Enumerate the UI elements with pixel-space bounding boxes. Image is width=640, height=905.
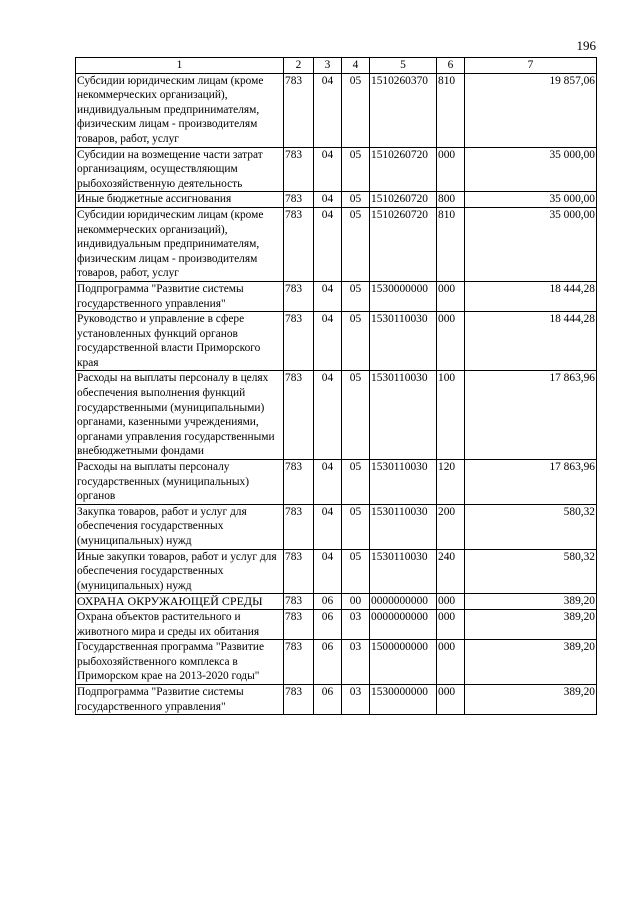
- row-sum: 389,20: [465, 609, 597, 639]
- table-row: [76, 371, 597, 460]
- row-name: ОХРАНА ОКРУЖАЮЩЕЙ СРЕДЫ: [76, 594, 284, 610]
- row-ministry-code: 783: [284, 207, 314, 281]
- row-target-code: 1500000000: [370, 640, 437, 685]
- row-name: Государственная программа "Развитие рыбохозяйственного комплекса в Приморском крае на 2013-2020 годы": [76, 640, 284, 685]
- row-target-code: 1530110030: [370, 504, 437, 549]
- row-subsection-code: 05: [342, 371, 370, 460]
- row-ministry-code: 783: [284, 147, 314, 192]
- row-expense-type: 000: [437, 640, 465, 685]
- row-name: Субсидии на возмещение части затрат организациям, осуществляющим рыбохозяйственную деятельность: [76, 147, 284, 192]
- row-name: Субсидии юридическим лицам (кроме некоммерческих организаций), индивидуальным предпринимателям, физическим лицам - производителям товаров, работ, услуг: [76, 207, 284, 281]
- row-subsection-code: 05: [342, 312, 370, 371]
- row-subsection-code: 05: [342, 73, 370, 147]
- row-ministry-code: 783: [284, 192, 314, 208]
- row-sum: 18 444,28: [465, 312, 597, 371]
- row-name: Руководство и управление в сфере установленных функций органов государственной власти Приморского края: [76, 312, 284, 371]
- row-subsection-code: 03: [342, 640, 370, 685]
- row-ministry-code: 783: [284, 640, 314, 685]
- table-header-row: [76, 58, 597, 74]
- header-cell-name: 1: [76, 58, 284, 74]
- row-name: Закупка товаров, работ и услуг для обеспечения государственных (муниципальных) нужд: [76, 504, 284, 549]
- row-expense-type: 000: [437, 684, 465, 714]
- row-subsection-code: 03: [342, 609, 370, 639]
- row-expense-type: 810: [437, 73, 465, 147]
- row-sum: 389,20: [465, 640, 597, 685]
- row-ministry-code: 783: [284, 594, 314, 610]
- row-section-code: 06: [314, 640, 342, 685]
- table-row: [76, 192, 597, 208]
- table-row: [76, 504, 597, 549]
- table-row: [76, 609, 597, 639]
- row-target-code: 1530110030: [370, 371, 437, 460]
- table-row: [76, 147, 597, 192]
- row-ministry-code: 783: [284, 549, 314, 594]
- row-subsection-code: 05: [342, 207, 370, 281]
- table-row: [76, 460, 597, 505]
- row-subsection-code: 03: [342, 684, 370, 714]
- row-ministry-code: 783: [284, 504, 314, 549]
- row-expense-type: 240: [437, 549, 465, 594]
- row-sum: 19 857,06: [465, 73, 597, 147]
- row-sum: 389,20: [465, 684, 597, 714]
- table-row: [76, 684, 597, 714]
- row-sum: 17 863,96: [465, 371, 597, 460]
- row-sum: 18 444,28: [465, 281, 597, 311]
- row-ministry-code: 783: [284, 281, 314, 311]
- row-sum: 17 863,96: [465, 460, 597, 505]
- row-subsection-code: 05: [342, 147, 370, 192]
- row-name: Подпрограмма "Развитие системы государственного управления": [76, 684, 284, 714]
- row-expense-type: 000: [437, 281, 465, 311]
- header-cell-target: 5: [370, 58, 437, 74]
- budget-table: [75, 57, 597, 715]
- header-cell-subsection: 4: [342, 58, 370, 74]
- row-ministry-code: 783: [284, 312, 314, 371]
- row-section-code: 06: [314, 684, 342, 714]
- row-section-code: 04: [314, 460, 342, 505]
- row-target-code: 1530110030: [370, 460, 437, 505]
- table-row: [76, 281, 597, 311]
- row-subsection-code: 05: [342, 549, 370, 594]
- row-section-code: 04: [314, 192, 342, 208]
- row-subsection-code: 00: [342, 594, 370, 610]
- header-cell-type: 6: [437, 58, 465, 74]
- row-target-code: 1530000000: [370, 281, 437, 311]
- row-expense-type: 000: [437, 594, 465, 610]
- row-target-code: 1510260720: [370, 207, 437, 281]
- page-number: 196: [576, 38, 596, 53]
- row-ministry-code: 783: [284, 371, 314, 460]
- row-section-code: 04: [314, 73, 342, 147]
- row-sum: 35 000,00: [465, 207, 597, 281]
- row-sum: 580,32: [465, 549, 597, 594]
- row-target-code: 1530000000: [370, 684, 437, 714]
- header-cell-section: 3: [314, 58, 342, 74]
- row-subsection-code: 05: [342, 460, 370, 505]
- table-row: [76, 207, 597, 281]
- row-name: Иные закупки товаров, работ и услуг для обеспечения государственных (муниципальных) нужд: [76, 549, 284, 594]
- row-target-code: 1510260720: [370, 147, 437, 192]
- row-target-code: 1510260720: [370, 192, 437, 208]
- row-subsection-code: 05: [342, 192, 370, 208]
- row-name: Субсидии юридическим лицам (кроме некоммерческих организаций), индивидуальным предпринимателям, физическим лицам - производителям товаров, работ, услуг: [76, 73, 284, 147]
- row-target-code: 1530110030: [370, 549, 437, 594]
- row-section-code: 04: [314, 207, 342, 281]
- row-section-code: 04: [314, 504, 342, 549]
- row-target-code: 1530110030: [370, 312, 437, 371]
- table-row: [76, 312, 597, 371]
- row-expense-type: 100: [437, 371, 465, 460]
- row-section-code: 04: [314, 281, 342, 311]
- row-sum: 35 000,00: [465, 192, 597, 208]
- row-target-code: 0000000000: [370, 594, 437, 610]
- row-expense-type: 800: [437, 192, 465, 208]
- row-name: Охрана объектов растительного и животного мира и среды их обитания: [76, 609, 284, 639]
- row-expense-type: 000: [437, 609, 465, 639]
- row-section-code: 04: [314, 147, 342, 192]
- row-name: Расходы на выплаты персоналу в целях обеспечения выполнения функций государственными (муниципальными) органами, казенными учреждениями, органами управления государственными внебюджетными фондами: [76, 371, 284, 460]
- row-subsection-code: 05: [342, 504, 370, 549]
- table-row: [76, 73, 597, 147]
- row-expense-type: 200: [437, 504, 465, 549]
- table-row-section-heading: [76, 594, 597, 610]
- row-ministry-code: 783: [284, 460, 314, 505]
- row-expense-type: 000: [437, 312, 465, 371]
- row-expense-type: 810: [437, 207, 465, 281]
- row-ministry-code: 783: [284, 73, 314, 147]
- header-cell-ministry: 2: [284, 58, 314, 74]
- row-ministry-code: 783: [284, 684, 314, 714]
- row-subsection-code: 05: [342, 281, 370, 311]
- row-section-code: 06: [314, 609, 342, 639]
- row-name: Иные бюджетные ассигнования: [76, 192, 284, 208]
- table-row: [76, 640, 597, 685]
- row-expense-type: 000: [437, 147, 465, 192]
- row-name: Расходы на выплаты персоналу государственных (муниципальных) органов: [76, 460, 284, 505]
- row-section-code: 04: [314, 312, 342, 371]
- row-sum: 35 000,00: [465, 147, 597, 192]
- row-expense-type: 120: [437, 460, 465, 505]
- row-target-code: 1510260370: [370, 73, 437, 147]
- row-section-code: 04: [314, 371, 342, 460]
- row-sum: 389,20: [465, 594, 597, 610]
- table-row: [76, 549, 597, 594]
- row-section-code: 06: [314, 594, 342, 610]
- row-name: Подпрограмма "Развитие системы государственного управления": [76, 281, 284, 311]
- row-ministry-code: 783: [284, 609, 314, 639]
- header-cell-sum: 7: [465, 58, 597, 74]
- row-target-code: 0000000000: [370, 609, 437, 639]
- row-section-code: 04: [314, 549, 342, 594]
- row-sum: 580,32: [465, 504, 597, 549]
